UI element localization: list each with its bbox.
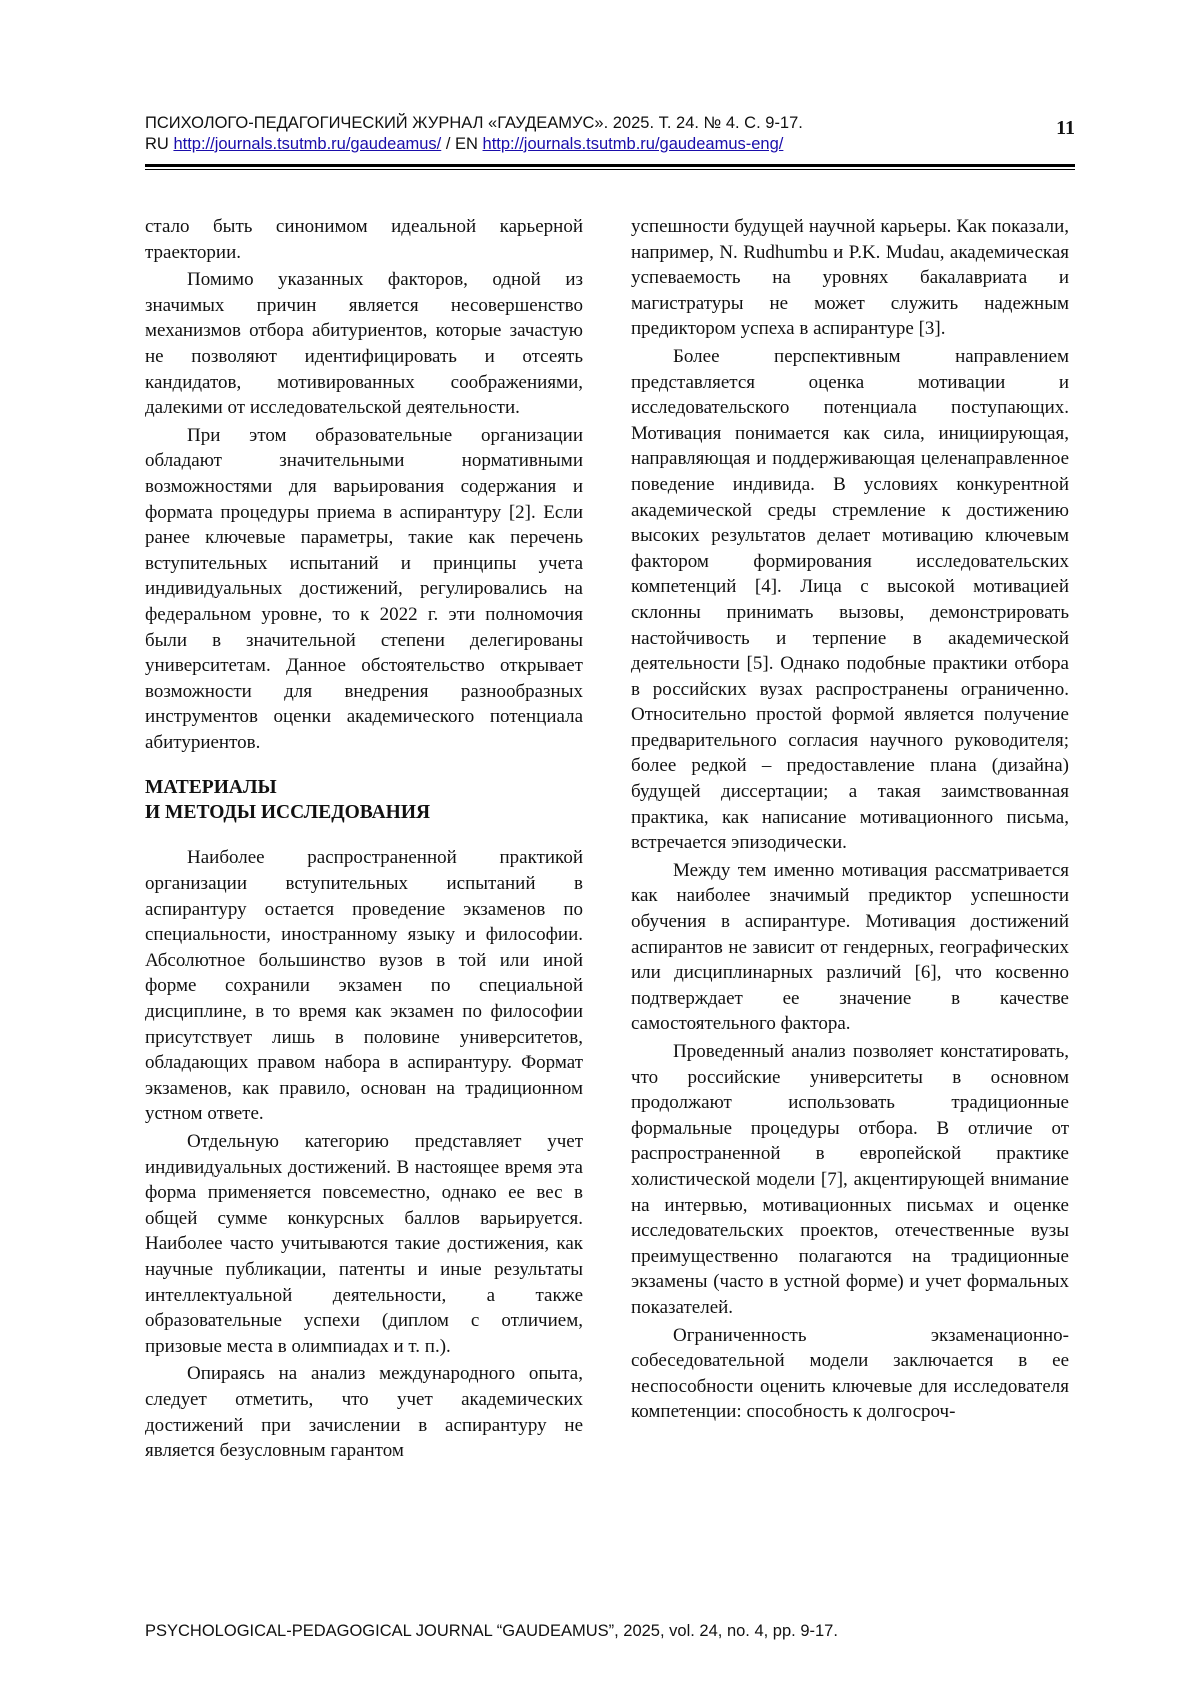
heading-line: МАТЕРИАЛЫ bbox=[145, 777, 277, 799]
paragraph: успешности будущей научной карьеры. Как показали, например, N. Rudhumbu и P.K. Mudau, академическая успеваемость на уровнях бакалавриата и магистратуры не может служить надежным предиктором успеха в аспирантуре [3]. bbox=[631, 216, 1069, 340]
header-rule-thick bbox=[145, 164, 1075, 167]
paragraph: Помимо указанных факторов, одной из значимых причин является несовершенство механизмов отбора абитуриентов, которые зачастую не позволяют идентифицировать и отсеять кандидатов, мотивированных соображениями, далекими от исследовательской деятельности. bbox=[145, 269, 583, 419]
paragraph: Ограниченность экзаменационно-собеседовательной модели заключается в ее неспособности оценить ключевые для исследователя компетенции: способность к долгосроч- bbox=[631, 1324, 1069, 1423]
paragraph: Между тем именно мотивация рассматривается как наиболее значимый предиктор успешности обучения в аспирантуре. Мотивация достижений аспирантов не зависит от гендерных, географических или дисциплинарных различий [6], что косвенно подтверждает ее значение в качестве самостоятельного фактора. bbox=[631, 859, 1069, 1035]
paragraph: Более перспективным направлением представляется оценка мотивации и исследовательского потенциала поступающих. Мотивация понимается как сила, инициирующая, направляющая и поддерживающая целенаправленное поведение индивида. В условиях конкурентной академической среды стремление к достижению высоких результатов делает мотивацию ключевым фактором формирования исследовательских компетенций [4]. Лица с высокой мотивацией склонны принимать вызовы, демонстрировать настойчивость и терпение в академической деятельности [5]. Однако подобные практики отбора в российских вузах распространены ограниченно. Относительно простой формой является получение предварительного согласия научного руководителя; более редкой – предоставление плана (дизайна) будущей диссертации; а такая заимствованная практика, как написание мотивационного письма, встречается эпизодически. bbox=[631, 345, 1069, 854]
header-rule-thin bbox=[145, 169, 1075, 170]
right-column bbox=[631, 214, 1069, 1427]
journal-links-line bbox=[145, 134, 1075, 155]
page-number: 11 bbox=[1056, 117, 1075, 139]
left-column bbox=[145, 214, 583, 1466]
en-journal-link[interactable]: http://journals.tsutmb.ru/gaudeamus-eng/ bbox=[482, 135, 784, 153]
paragraph: Проведенный анализ позволяет констатировать, что российские университеты в основном продолжают использовать традиционные формальные процедуры отбора. В отличие от распространенной в европейской практике холистической модели [7], акцентирующей внимание на интервью, мотивационных письмах и оценке исследовательских проектов, отечественные вузы преимущественно полагаются на традиционные экзамены (часто в устной форме) и учет формальных показателей. bbox=[631, 1041, 1069, 1318]
paragraph: Наиболее распространенной практикой организации вступительных испытаний в аспирантуру остается проведение экзаменов по специальности, иностранному языку и философии. Абсолютное большинство вузов в той или иной форме сохранили экзамен по специальной дисциплине, в то время как экзамен по философии присутствует лишь в половине университетов, обладающих правом набора в аспирантуру. Формат экзаменов, как правило, основан на традиционном устном ответе. bbox=[145, 847, 583, 1125]
en-separator: / EN bbox=[445, 135, 478, 153]
heading-line: И МЕТОДЫ ИССЛЕДОВАНИЯ bbox=[145, 802, 431, 824]
journal-citation-line: ПСИХОЛОГО-ПЕДАГОГИЧЕСКИЙ ЖУРНАЛ «ГАУДЕАМУС». 2025. Т. 24. № 4. С. 9-17. bbox=[145, 114, 803, 132]
section-heading-materials-methods bbox=[145, 775, 583, 825]
ru-journal-link[interactable]: http://journals.tsutmb.ru/gaudeamus/ bbox=[173, 135, 442, 153]
paragraph: При этом образовательные организации обладают значительными нормативными возможностями для варьирования содержания и формата процедуры приема в аспирантуру [2]. Если ранее ключевые параметры, такие как перечень вступительных испытаний и принципы учета индивидуальных достижений, регулировались на федеральном уровне, то к 2022 г. эти полномочия были в значительной степени делегированы университетам. Данное обстоятельство открывает возможности для внедрения разнообразных инструментов оценки академического потенциала абитуриентов. bbox=[145, 424, 583, 753]
paragraph: Опираясь на анализ международного опыта, следует отметить, что учет академических достижений при зачислении в аспирантуру не является безусловным гарантом bbox=[145, 1363, 583, 1462]
paragraph: стало быть синонимом идеальной карьерной траектории. bbox=[145, 216, 583, 263]
ru-label: RU bbox=[145, 135, 169, 153]
paragraph: Отдельную категорию представляет учет индивидуальных достижений. В настоящее время эта форма применяется повсеместно, однако ее вес в общей сумме конкурсных баллов варьируется. Наиболее часто учитываются такие достижения, как научные публикации, патенты и иные результаты интеллектуальной деятельности, а также образовательные успехи (диплом с отличием, призовые места в олимпиадах и т. п.). bbox=[145, 1131, 583, 1357]
running-header bbox=[145, 113, 1075, 155]
running-footer: PSYCHOLOGICAL-PEDAGOGICAL JOURNAL “GAUDEAMUS”, 2025, vol. 24, no. 4, pp. 9-17. bbox=[145, 1622, 838, 1640]
